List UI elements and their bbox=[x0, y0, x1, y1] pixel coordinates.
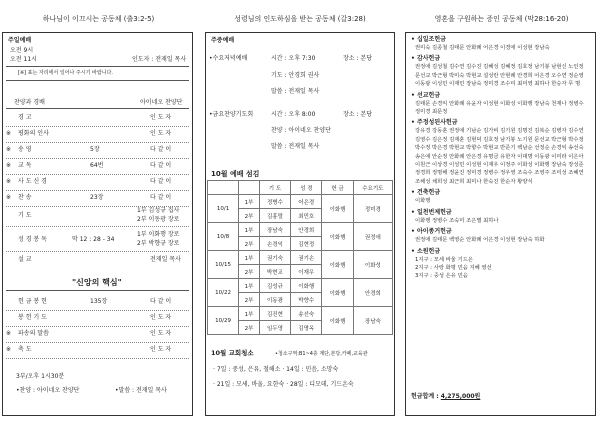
table-row bbox=[208, 279, 393, 293]
divider bbox=[6, 126, 189, 127]
offering-section-names: 강유경 강동훈 권정애 기남순 김가비 김기원 김명진 김복순 김병자 김수연 김영수 김은정 김재훈 김현덕 김호정 남기봉 노기원 문선교 박근형 박수정 박수정 박은경 박현교 박향수 박현교 반준기 백남순 선정순 손경익 송선숙 송은애 안순정 안화례 안은경 유명금 유한자 이대명 이동광 이미라 이은아 이원근 이상경 이성민 이성현 이재우 이정주 이화성 이화행 장남숙 장성준 정경희 정명해 정윤진 정미경 정병수 정우영 조숙수 조영주 조미성 조혜연 조해성 채희성 최근희 최미나 한숙진 한순자 황양식 bbox=[415, 128, 584, 185]
order-item-leader: 다 같 이 bbox=[150, 162, 172, 169]
bullet-icon: • bbox=[411, 55, 417, 63]
offering-section-names: 이화행 bbox=[415, 198, 431, 205]
divider bbox=[6, 358, 189, 359]
praise-team: 아이네오 찬양단 bbox=[140, 99, 183, 106]
divider bbox=[6, 158, 189, 159]
divider bbox=[6, 342, 189, 343]
divider bbox=[6, 251, 189, 252]
order-item-label: 파송의 말씀 bbox=[18, 330, 49, 337]
order-item-label: 경 고 bbox=[18, 114, 32, 121]
table-header-cell: 성 경 bbox=[291, 181, 322, 195]
order-item-detail: 64번 bbox=[90, 162, 104, 169]
cleaning-note: •청소구역:B1~4층 계단,본당,카페,교육관 bbox=[275, 351, 368, 357]
bible-reader-2: 2부 박향규 장로 bbox=[137, 240, 180, 247]
service-date: 10/1 bbox=[208, 195, 239, 223]
table-header-row bbox=[208, 181, 393, 195]
bible-reader-1: 1부 이화행 장로 bbox=[137, 231, 180, 238]
standing-mark: ※ bbox=[6, 346, 12, 353]
order-item-label: 평화의 인사 bbox=[18, 130, 49, 137]
prayer-name: 정병수 bbox=[259, 195, 290, 209]
bible-reader-name: 김명옥 bbox=[291, 321, 322, 335]
bible-reader-name: 최민호 bbox=[291, 209, 322, 223]
order-item-leader: 인 도 자 bbox=[150, 330, 172, 337]
friday-place: 장소 : 본당 bbox=[343, 111, 373, 118]
cleaning-schedule-1: · 7일 : 중성, 은유, 철해소 · 14일 : 민음, 소망숙 bbox=[213, 366, 339, 373]
order-item-leader: 인 도 자 bbox=[150, 346, 172, 353]
offering-section-title: 일천번제헌금 bbox=[416, 208, 452, 216]
third-service-praise: •찬양 : 아이네오 찬양단 bbox=[16, 387, 80, 394]
service-part: 2부 bbox=[239, 237, 260, 251]
offering-name: 이화행 bbox=[322, 251, 353, 279]
offering-total-value: 4,275,000원 bbox=[440, 393, 481, 400]
wednesday-prayer: 기도 : 안경희 권사 bbox=[271, 72, 320, 79]
order-item-leader: 인 도 자 bbox=[150, 314, 172, 321]
wednesday-title: •수요저녁예배 bbox=[209, 55, 248, 62]
divider bbox=[6, 326, 189, 327]
service-part: 2부 bbox=[239, 265, 260, 279]
october-service-title: 10월 예배 섬김 bbox=[211, 170, 260, 178]
divider bbox=[6, 80, 189, 81]
offering-section-names: 이화행 정병수 조숙미 조은별 최하나 bbox=[415, 217, 499, 224]
offering-section-names: 권정애 김성철 김수연 김수진 김혜성 김혜정 김호정 남기봉 남현신 노인정 문선교 박근형 박미숙 박현교 설성란 안현례 안경희 어은경 오수연 정순영 이동광 이성민 이재민 장남숙 정미경 조수미 최미영 최하나 한승자 무 명 bbox=[415, 64, 584, 88]
friday-title: •금요찬양기도회 bbox=[209, 111, 254, 118]
offering-section bbox=[411, 228, 593, 244]
divider bbox=[6, 142, 189, 143]
sermon-label: 설 교 bbox=[18, 256, 32, 263]
bullet-icon: • bbox=[411, 228, 417, 236]
bible-reader-name: 이재우 bbox=[291, 265, 322, 279]
column-heading: 영혼을 구원하는 증인 공동체 (막28:16-20) bbox=[434, 15, 569, 23]
section-title: 주일예배 bbox=[8, 37, 32, 44]
cleaning-schedule-2: · 21일 : 모세, 바울, 요한숙 · 28일 : 디모데, 기드온숙 bbox=[213, 381, 354, 388]
order-item-label: 축 도 bbox=[18, 346, 32, 353]
table-row bbox=[208, 307, 393, 321]
table-row bbox=[208, 251, 393, 265]
order-item-label: 송 영 bbox=[18, 146, 32, 153]
service-part: 1부 bbox=[239, 195, 260, 209]
bullet-icon: • bbox=[411, 189, 417, 197]
sermon-title: "신앙의 핵심" bbox=[72, 278, 122, 287]
service-date: 10/8 bbox=[208, 223, 239, 251]
divider bbox=[6, 190, 189, 191]
offering-section bbox=[411, 55, 593, 88]
order-item-label: 찬 송 bbox=[18, 194, 32, 201]
offering-section-title: 십일조헌금 bbox=[416, 36, 446, 43]
offering-name: 이화행 bbox=[322, 223, 353, 251]
column-heading: 성령님의 인도하심을 받는 공동체 (갈3:28) bbox=[234, 15, 366, 23]
wednesday-prayer-name: 장남숙 bbox=[353, 307, 392, 335]
offering-section-names: 1지구 : 모세 바울 기드온 2지구 : 사랑 화평 민음 지혜 영선 3지구 : 중성 은유 민음 bbox=[415, 256, 492, 280]
order-item-leader: 다 같 이 bbox=[150, 178, 172, 185]
wednesday-prayer-name: 정미경 bbox=[353, 195, 392, 223]
section-title: 주중예배 bbox=[211, 37, 235, 44]
offering-section-title: 건축헌금 bbox=[416, 189, 441, 197]
order-item-label: 헌 금 봉 헌 bbox=[18, 298, 47, 305]
sermon-preacher: 전재일 목사 bbox=[150, 256, 181, 263]
divider bbox=[6, 310, 189, 311]
prayer-1: 1부 김성규 집사 bbox=[137, 207, 180, 214]
standing-mark: ※ bbox=[6, 330, 12, 337]
service-date: 10/15 bbox=[208, 251, 239, 279]
column-sunday-worship bbox=[0, 0, 197, 424]
bible-reader-name: 권기손 bbox=[291, 251, 322, 265]
offering-section-title: 감사헌금 bbox=[416, 55, 441, 63]
table-header-cell bbox=[239, 181, 260, 195]
order-item-label: 봉 헌 기 도 bbox=[18, 314, 47, 321]
service-part: 2부 bbox=[239, 209, 260, 223]
order-item-label: 사 도 신 경 bbox=[18, 178, 47, 185]
offering-section bbox=[411, 119, 593, 186]
bible-reader-name: 박향수 bbox=[291, 293, 322, 307]
offering-name: 이화행 bbox=[322, 307, 353, 335]
standing-mark: ※ bbox=[6, 178, 12, 185]
bible-reader-name: 안경희 bbox=[291, 223, 322, 237]
prayer-name: 손경익 bbox=[259, 237, 290, 251]
service-time-2: 오전 11시 bbox=[10, 56, 37, 63]
bullet-icon: • bbox=[411, 36, 417, 43]
bible-reader-name: 이화행 bbox=[291, 279, 322, 293]
offering-section bbox=[411, 36, 593, 52]
bullet-icon: • bbox=[411, 208, 417, 216]
service-date: 10/22 bbox=[208, 279, 239, 307]
friday-praise: 찬양 : 아이네오 찬양단 bbox=[271, 127, 331, 134]
standing-mark: ※ bbox=[6, 146, 12, 153]
offering-section-names: 김태문 손경익 안화례 유윤자 이성현 이화성 이화행 장남숙 천재나 정병수 정미경 최문정 bbox=[415, 100, 584, 116]
third-service-time: 3부/오후 1시30분 bbox=[16, 373, 65, 380]
order-item-detail: 23장 bbox=[90, 194, 104, 201]
table-row bbox=[208, 223, 393, 237]
offering-section bbox=[411, 92, 593, 117]
third-service-sermon: •말씀 : 전재일 목사 bbox=[115, 387, 167, 394]
order-item-detail: 5장 bbox=[90, 146, 100, 153]
offering-section bbox=[411, 189, 593, 205]
service-date: 10/29 bbox=[208, 307, 239, 335]
bible-reader-name: 송선숙 bbox=[291, 307, 322, 321]
wednesday-time: 시간 : 오후 7:30 bbox=[271, 55, 316, 62]
divider bbox=[6, 66, 189, 67]
order-item-leader: 인 도 자 bbox=[150, 130, 172, 137]
offering-section-title: 아이종거헌금 bbox=[416, 228, 452, 236]
offering-section-names: 권정애 김태문 백영순 안화례 어은경 이성현 장남숙 하화 bbox=[415, 237, 545, 244]
offering-name: 이화행 bbox=[322, 279, 353, 307]
prayer-name: 김홍렬 bbox=[259, 209, 290, 223]
wednesday-prayer-name: 이화성 bbox=[353, 251, 392, 279]
order-item-leader: 다 같 이 bbox=[150, 298, 172, 305]
order-item-leader: 인 도 자 bbox=[150, 114, 172, 121]
service-part: 1부 bbox=[239, 223, 260, 237]
prayer-name: 장남숙 bbox=[259, 223, 290, 237]
offering-section-names: 권미숙 김종철 김태문 안화례 어은경 이경애 이성현 장남숙 bbox=[415, 45, 550, 51]
bullet-icon: • bbox=[411, 91, 417, 99]
offering-total-label: 헌금합계 : bbox=[411, 393, 441, 400]
table-header-cell: 기 도 bbox=[259, 181, 290, 195]
service-part: 1부 bbox=[239, 279, 260, 293]
column-weekly-worship bbox=[203, 0, 397, 424]
order-item-detail: 135장 bbox=[90, 298, 108, 305]
wednesday-place: 장소 : 본당 bbox=[343, 55, 373, 62]
service-time-1: 오전 9시 bbox=[10, 47, 34, 54]
order-item-leader: 다 같 이 bbox=[150, 194, 172, 201]
prayer-name: 김진현 bbox=[259, 307, 290, 321]
standing-mark: ※ bbox=[6, 130, 12, 137]
standing-mark: ※ bbox=[6, 194, 12, 201]
offering-section bbox=[411, 209, 593, 225]
table-row bbox=[208, 195, 393, 209]
prayer-label: 기 도 bbox=[18, 212, 32, 219]
wednesday-prayer-name: 권정애 bbox=[353, 223, 392, 251]
prayer-name: 박현교 bbox=[259, 265, 290, 279]
friday-time: 시간 : 오후 8:00 bbox=[271, 111, 316, 118]
october-service-table bbox=[207, 180, 393, 335]
offering-section bbox=[411, 248, 593, 281]
table-header-cell: 헌 금 bbox=[322, 181, 353, 195]
prayer-name: 권기숙 bbox=[259, 251, 290, 265]
bible-reader-name: 어은경 bbox=[291, 195, 322, 209]
standing-mark: ※ bbox=[6, 162, 12, 169]
divider bbox=[6, 226, 189, 227]
service-part: 2부 bbox=[239, 293, 260, 307]
order-item-leader: 다 같 이 bbox=[150, 146, 172, 153]
offering-section-title: 소원헌금 bbox=[416, 247, 441, 255]
table-header-cell bbox=[208, 181, 239, 195]
bullet-icon: • bbox=[411, 247, 417, 255]
offering-list bbox=[411, 36, 593, 284]
service-part: 1부 bbox=[239, 307, 260, 321]
wednesday-sermon: 말씀 : 전재일 목사 bbox=[271, 88, 320, 95]
offering-total bbox=[411, 393, 480, 400]
divider bbox=[6, 108, 189, 109]
offering-name: 이화행 bbox=[322, 195, 353, 223]
prayer-name: 임두영 bbox=[259, 321, 290, 335]
friday-sermon: 말씀 : 전재일 목사 bbox=[271, 143, 320, 150]
prayer-name: 이동광 bbox=[259, 293, 290, 307]
offering-section-title: 주정성된사헌금 bbox=[416, 119, 458, 127]
bible-label: 성 경 봉 독 bbox=[18, 236, 47, 243]
bible-reference: 막 12 : 28 - 34 bbox=[72, 236, 115, 243]
service-part: 2부 bbox=[239, 321, 260, 335]
table-header-cell: 수요기도 bbox=[353, 181, 392, 195]
column-offerings bbox=[403, 0, 600, 424]
leader-label: 인도자 : 전재일 목사 bbox=[132, 56, 187, 63]
offering-section-title: 선교헌금 bbox=[416, 91, 441, 99]
cleaning-title: 10월 교회청소 bbox=[211, 349, 254, 357]
wednesday-prayer-name: 안경희 bbox=[353, 279, 392, 307]
bullet-icon: • bbox=[411, 119, 417, 127]
column-heading: 하나님이 이끄시는 공동체 (출3:2-5) bbox=[42, 15, 155, 23]
bible-reader-name: 김현정 bbox=[291, 237, 322, 251]
prayer-2: 2부 이동광 장로 bbox=[137, 216, 180, 223]
divider bbox=[6, 290, 189, 291]
prayer-name: 김성규 bbox=[259, 279, 290, 293]
standing-note: [※] 표는 자리에서 일어나 주시기 바랍니다. bbox=[18, 70, 113, 76]
divider bbox=[6, 174, 189, 175]
service-part: 1부 bbox=[239, 251, 260, 265]
praise-header: 찬양과 경배 bbox=[14, 99, 45, 106]
order-item-label: 교 독 bbox=[18, 162, 32, 169]
